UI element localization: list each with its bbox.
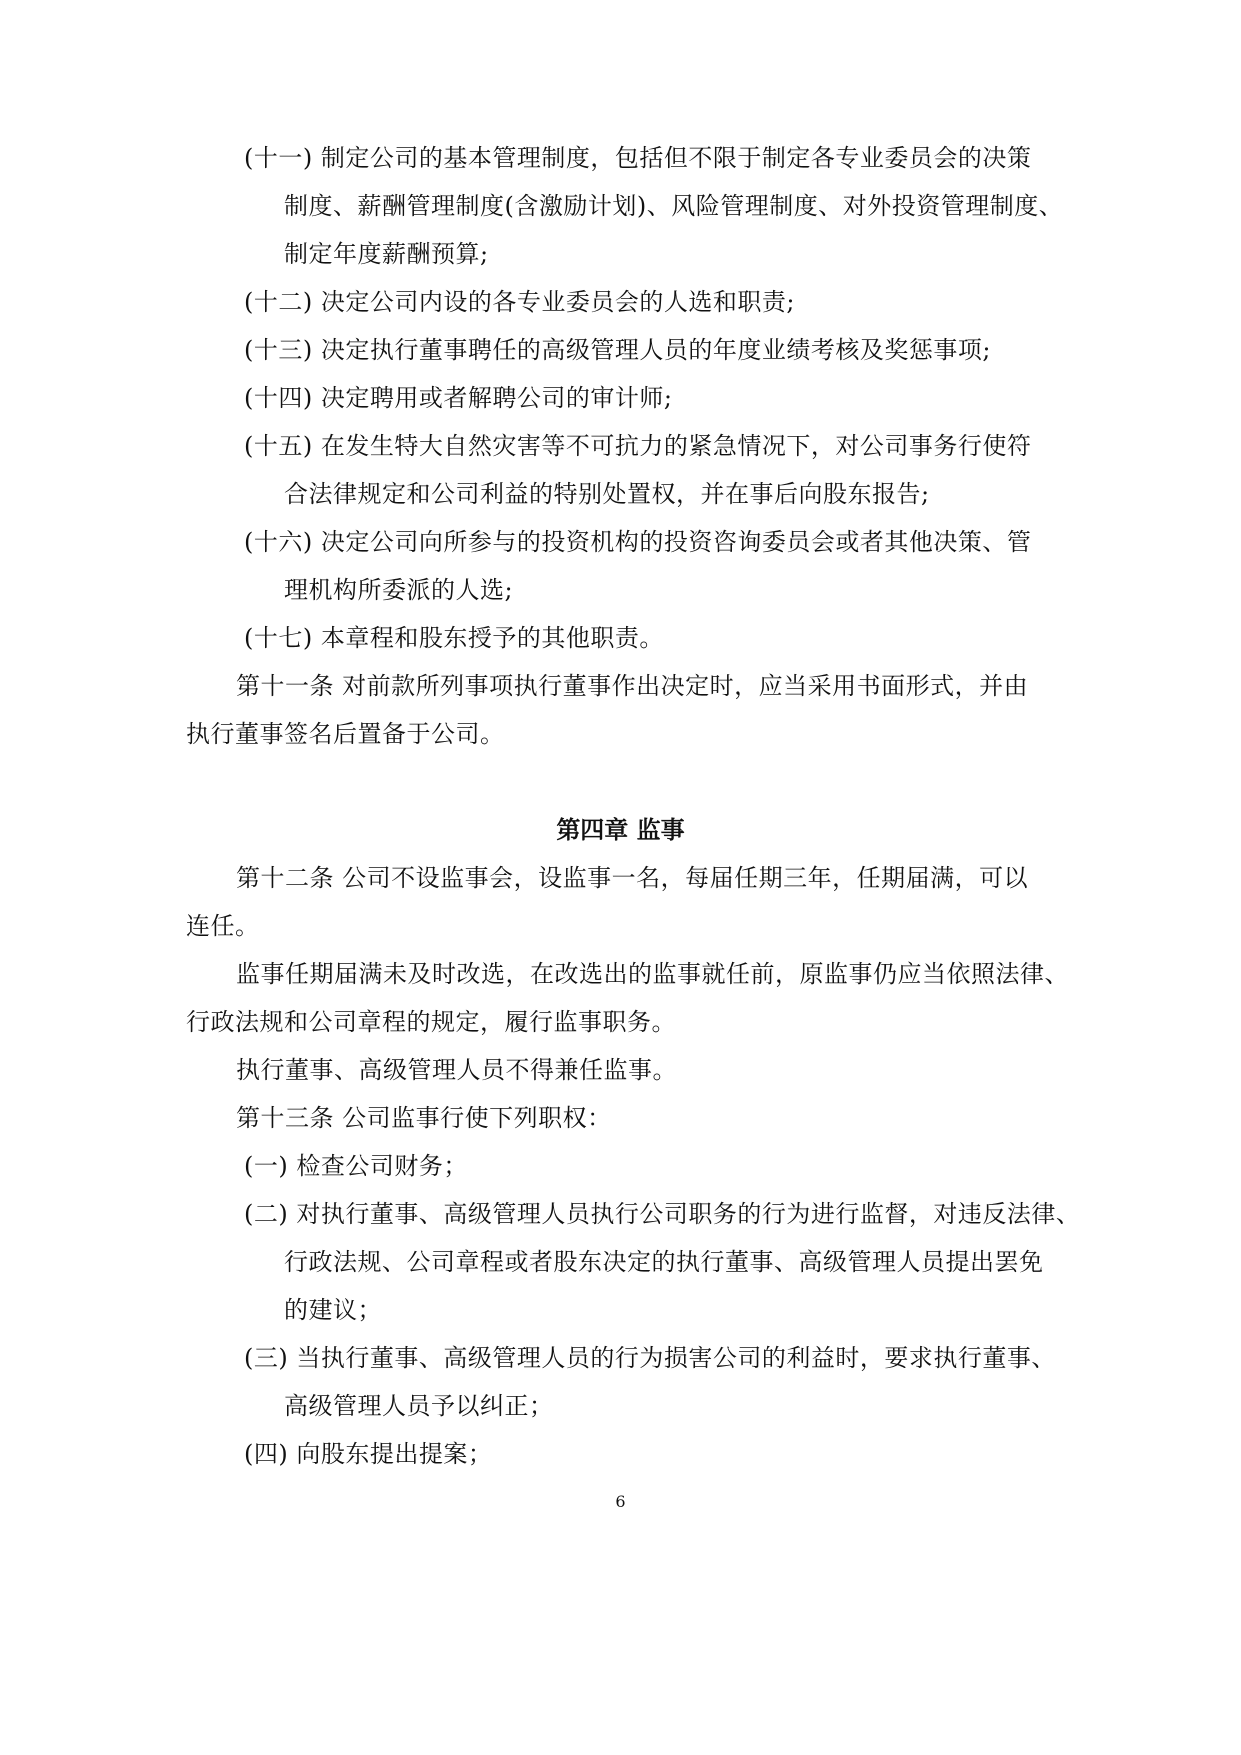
- article-12-text: 第十二条 公司不设监事会，设监事一名，每届任期三年，任期届满，可以: [236, 864, 1029, 892]
- text-line: 监事任期届满未及时改选，在改选出的监事就任前，原监事仍应当依照法律、: [236, 960, 1069, 988]
- text-line: 行政法规和公司章程的规定，履行监事职务。: [186, 1008, 676, 1036]
- text-line: 高级管理人员予以纠正；: [284, 1392, 554, 1420]
- text-line: 制定年度薪酬预算;: [284, 240, 489, 268]
- text-line: (十四) 决定聘用或者解聘公司的审计师;: [244, 384, 673, 412]
- text-line: (四) 向股东提出提案；: [244, 1440, 493, 1468]
- text-line: (二) 对执行董事、高级管理人员执行公司职务的行为进行监督，对违反法律、: [244, 1200, 1081, 1228]
- text-line: (十五) 在发生特大自然灾害等不可抗力的紧急情况下，对公司事务行使符: [244, 432, 1032, 460]
- text-line: 行政法规、公司章程或者股东决定的执行董事、高级管理人员提出罢免: [284, 1248, 1044, 1276]
- text-line: 理机构所委派的人选;: [284, 576, 514, 604]
- text-line: (一) 检查公司财务；: [244, 1152, 468, 1180]
- text-line: (十二) 决定公司内设的各专业委员会的人选和职责;: [244, 288, 795, 316]
- text-line: 执行董事签名后置备于公司。: [186, 720, 505, 748]
- text-line: 连任。: [186, 912, 260, 940]
- text-line: (十七) 本章程和股东授予的其他职责。: [244, 624, 664, 652]
- text-line: (十一) 制定公司的基本管理制度，包括但不限于制定各专业委员会的决策: [244, 144, 1032, 172]
- text-line: (十六) 决定公司向所参与的投资机构的投资咨询委员会或者其他决策、管: [244, 528, 1032, 556]
- page-number: 6: [615, 1492, 626, 1511]
- text-line: 执行董事、高级管理人员不得兼任监事。: [236, 1056, 677, 1084]
- article-13-text: 第十三条 公司监事行使下列职权：: [236, 1104, 612, 1132]
- chapter-heading: 第四章 监事: [556, 815, 685, 844]
- text-line: 制度、薪酬管理制度(含激励计划)、风险管理制度、对外投资管理制度、: [284, 192, 1064, 220]
- text-line: (三) 当执行董事、高级管理人员的行为损害公司的利益时，要求执行董事、: [244, 1344, 1056, 1372]
- text-line: (十三) 决定执行董事聘任的高级管理人员的年度业绩考核及奖惩事项;: [244, 336, 991, 364]
- text-line: 的建议；: [284, 1296, 382, 1324]
- article-11-text: 第十一条 对前款所列事项执行董事作出决定时，应当采用书面形式，并由: [236, 672, 1029, 700]
- text-line: 合法律规定和公司利益的特别处置权，并在事后向股东报告;: [284, 480, 930, 508]
